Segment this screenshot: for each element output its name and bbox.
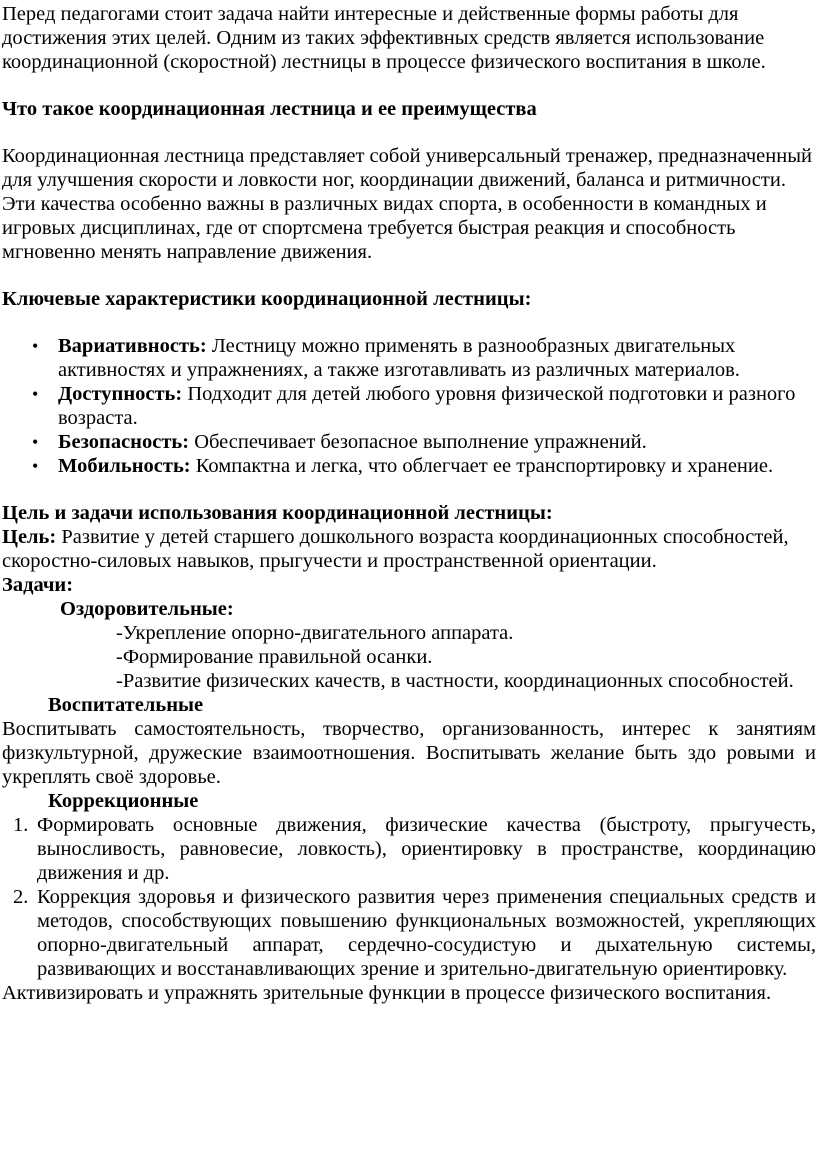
feature-term: Безопасность: bbox=[58, 431, 190, 453]
section1-paragraph: Координационная лестница представляет собой универсальный тренажер, предназначенный для улучшения скорости и ловкости ног, координации движений, баланса и ритмичности. Эти качества особенно важны в различных видах спорта, в особенности в командных и игровых дисциплинах, где от спортсмена требуется быстрая реакция и способность мгновенно менять направление движения. bbox=[2, 145, 812, 263]
feature-text: Подходит для детей любого уровня физической подготовки и разного возраста. bbox=[58, 383, 796, 429]
corr-label: Коррекционные bbox=[48, 790, 199, 812]
list-item bbox=[13, 885, 816, 981]
final-paragraph: Активизировать и упражнять зрительные функции в процессе физического воспитания. bbox=[2, 982, 772, 1004]
feature-text: Обеспечивает безопасное выполнение упражнений. bbox=[189, 431, 647, 453]
edu-label: Воспитательные bbox=[48, 694, 204, 716]
feature-term: Вариативность: bbox=[58, 335, 207, 357]
feature-term: Мобильность: bbox=[58, 455, 191, 477]
section1-heading: Что такое координационная лестница и ее преимущества bbox=[2, 98, 537, 120]
feature-text: Компактна и легка, что облегчает ее транспортировку и хранение. bbox=[190, 455, 774, 477]
item-number: 2. bbox=[13, 886, 29, 908]
item-number: 1. bbox=[13, 814, 29, 836]
list-item bbox=[58, 334, 816, 382]
health-item: -Формирование правильной осанки. bbox=[116, 646, 433, 668]
corr-text: Коррекция здоровья и физического развития через применения специальных средств и методов, способствующих повышению функциональных возможностей, укрепляющих опорно-двигательный аппарат, сердечно-сосудистую и дыхательную системы, развивающих и восстанавливающих зрение и зрительно-двигательную ориентировку. bbox=[37, 886, 816, 980]
intro-paragraph: Перед педагогами стоит задача найти интересные и действенные формы работы для достижения этих целей. Одним из таких эффективных средств является использование координационной (скоростной) лестницы в процессе физического воспитания в школе. bbox=[2, 3, 766, 73]
feature-text: Лестницу можно применять в разнообразных двигательных активностях и упражнениях, а также изготавливать из различных материалов. bbox=[58, 335, 740, 381]
edu-paragraph: Воспитывать самостоятельность, творчество, организованность, интерес к занятиям физкультурной, дружеские взаимоотношения. Воспитывать желание быть здо ровыми и укреплять своё здоровье. bbox=[2, 718, 816, 788]
feature-term: Доступность: bbox=[58, 383, 183, 405]
list-item bbox=[58, 382, 816, 430]
health-item: -Развитие физических качеств, в частности, координационных способностей. bbox=[116, 670, 794, 692]
goal-paragraph bbox=[2, 525, 816, 573]
health-item: -Укрепление опорно-двигательного аппарата. bbox=[116, 622, 514, 644]
tasks-label: Задачи: bbox=[2, 574, 74, 596]
goal-text: Развитие у детей старшего дошкольного возраста координационных способностей, скоростно-силовых навыков, прыгучести и пространственной ориентации. bbox=[2, 526, 789, 572]
goal-label: Цель: bbox=[2, 526, 57, 548]
list-item bbox=[58, 454, 816, 478]
section3-heading: Цель и задачи использования координационной лестницы: bbox=[2, 502, 553, 524]
health-label: Оздоровительные: bbox=[60, 598, 234, 620]
corr-text: Формировать основные движения, физические качества (быстроту, прыгучесть, выносливость, равновесие, ловкость), ориентировку в пространстве, координацию движения и др. bbox=[37, 814, 816, 884]
features-list bbox=[2, 334, 816, 478]
list-item bbox=[13, 813, 816, 885]
list-item bbox=[58, 430, 816, 454]
section2-heading: Ключевые характеристики координационной лестницы: bbox=[2, 288, 532, 310]
corr-list bbox=[2, 813, 816, 981]
